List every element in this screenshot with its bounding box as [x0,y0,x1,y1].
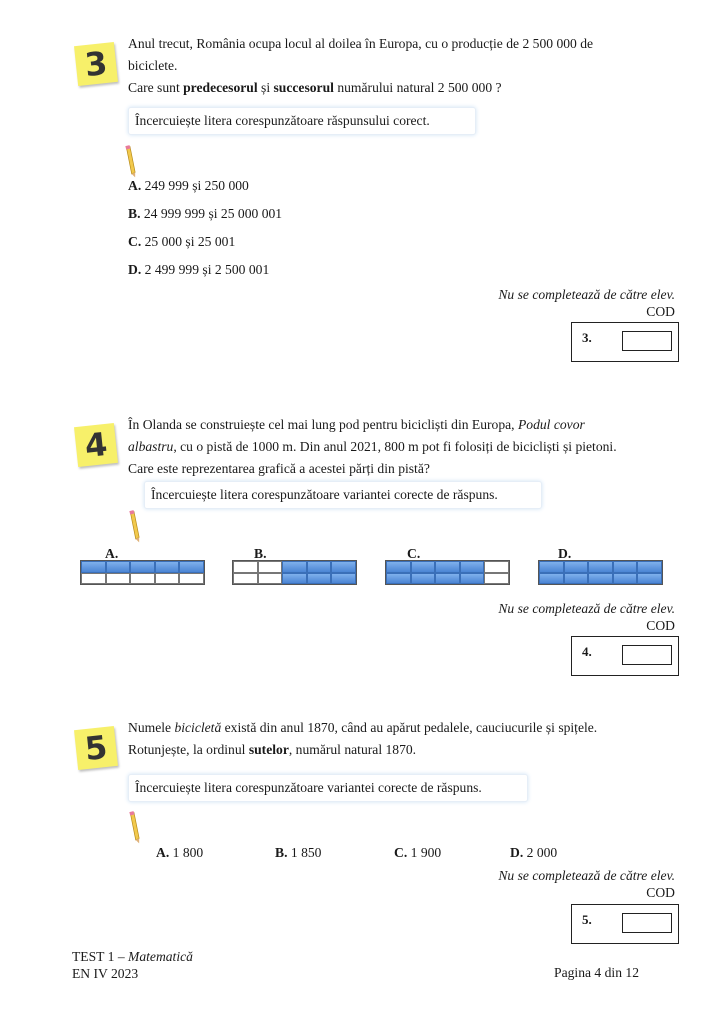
bar-segment-filled [106,561,131,573]
bar-segment-filled [307,573,332,585]
bar-segment-empty [130,573,155,585]
bar-segment-filled [307,561,332,573]
bar-segment-filled [613,561,638,573]
bar-segment-filled [179,561,204,573]
q5-statement: Numele bicicletă există din anul 1870, când au apărut pedalele, cauciucurile și spițele. Rotunjește, la ordinul sutelor, numărul natural 1870. [128,720,598,757]
q5-option-c[interactable]: C. 1 900 [394,845,442,860]
q4-bar-strip [80,560,205,585]
bar-segment-filled [637,561,662,573]
bar-segment-filled [539,561,564,573]
bar-segment-filled [386,573,411,585]
q5-note: Nu se completează de către elev. COD [498,868,675,900]
q3-statement: Anul trecut, România ocupa locul al doilea în Europa, cu o producție de 2 500 000 de biciclete. Care sunt predecesorul și succesorul numărului natural 2 500 000 ? [128,36,594,95]
bar-segment-empty [233,573,258,585]
q5-instruction: Încercuiește litera corespunzătoare variantei corecte de răspuns. [128,774,528,802]
bar-segment-filled [331,561,356,573]
bar-segment-empty [258,573,283,585]
question-number-badge: 3 [74,42,118,86]
q5-cod-field[interactable] [622,913,672,933]
q4-option-letter: D. [558,546,572,561]
bar-segment-empty [258,561,283,573]
q5-cod-label: 5. [582,912,592,927]
bar-segment-filled [564,561,589,573]
bar-segment-filled [588,573,613,585]
bar-segment-filled [386,561,411,573]
q5-option-b[interactable]: B. 1 850 [275,845,322,860]
pencil-icon [128,808,140,848]
q4-cod-label: 4. [582,644,592,659]
page-number: Pagina 4 din 12 [554,965,639,980]
bar-segment-filled [411,573,436,585]
bar-segment-filled [460,573,485,585]
bar-segment-empty [81,573,106,585]
bar-segment-filled [435,573,460,585]
bar-segment-filled [155,561,180,573]
q4-option-letter: C. [407,546,421,561]
bar-segment-filled [613,573,638,585]
q3-note: Nu se completează de către elev. COD [498,287,675,319]
q3-option-b[interactable]: B. 24 999 999 și 25 000 001 [128,206,283,221]
bar-segment-empty [484,561,509,573]
bar-segment-empty [155,573,180,585]
bar-segment-filled [435,561,460,573]
bar-segment-filled [588,561,613,573]
q3-cod-field[interactable] [622,331,672,351]
q4-statement: În Olanda se construiește cel mai lung pod pentru bicicliști din Europa, Podul covor albastru, cu o pistă de 1000 m. Din anul 2021, 800 m pot fi folosiți de bicicliști și pietoni. Care este reprezentarea grafică a acestei părți din pistă? [128,417,617,476]
q4-bar-strip [538,560,663,585]
pencil-icon [128,507,140,547]
q4-bar-strip [232,560,357,585]
question-number-badge: 4 [74,423,118,467]
bar-segment-filled [564,573,589,585]
q5-option-a[interactable]: A. 1 800 [156,845,204,860]
q3-option-d[interactable]: D. 2 499 999 și 2 500 001 [128,262,270,277]
bar-segment-filled [282,573,307,585]
bar-segment-filled [637,573,662,585]
bar-segment-empty [233,561,258,573]
q3-instruction: Încercuiește litera corespunzătoare răspunsului corect. [128,107,476,135]
q3-cod-box [571,322,679,362]
q3-option-c[interactable]: C. 25 000 și 25 001 [128,234,236,249]
q3-option-a[interactable]: A. 249 999 și 250 000 [128,178,249,193]
bar-segment-filled [81,561,106,573]
bar-segment-empty [179,573,204,585]
bar-segment-empty [106,573,131,585]
q5-option-d[interactable]: D. 2 000 [510,845,558,860]
q4-cod-field[interactable] [622,645,672,665]
question-number-badge: 5 [74,726,118,770]
q4-cod-box [571,636,679,676]
q4-bar-strip [385,560,510,585]
page-footer-left: TEST 1 – Matematică EN IV 2023 [72,949,193,981]
q4-instruction: Încercuiește litera corespunzătoare variantei corecte de răspuns. [144,481,542,509]
bar-segment-filled [331,573,356,585]
bar-segment-filled [282,561,307,573]
bar-segment-filled [539,573,564,585]
q3-cod-label: 3. [582,330,592,345]
q4-option-letter: B. [254,546,267,561]
bar-segment-empty [484,573,509,585]
q5-cod-box [571,904,679,944]
bar-segment-filled [460,561,485,573]
q4-option-letter: A. [105,546,119,561]
q4-note: Nu se completează de către elev. COD [498,601,675,633]
pencil-icon [124,142,136,182]
bar-segment-filled [411,561,436,573]
bar-segment-filled [130,561,155,573]
